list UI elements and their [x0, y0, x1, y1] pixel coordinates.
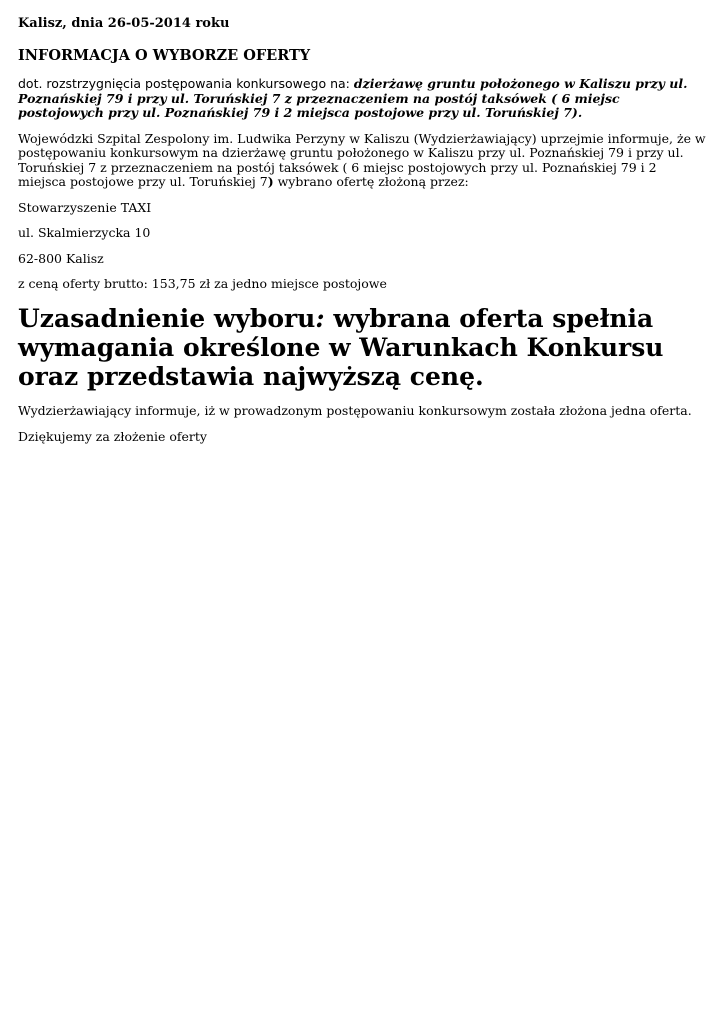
subject-topic: dzierżawę gruntu położonego w Kaliszu przy ul. Poznańskiej 79 i przy ul. Toruńskiej 7 z przeznaczeniem na postój taksówek ( 6 miejsc postojowych przy ul. Poznańskiej 79 i 2 miejsca postojowe przy ul. Toruńskiej 7). — [18, 76, 688, 120]
justification-colon: : — [315, 303, 325, 333]
body-text-part1: Wojewódzki Szpital Zespolony im. Ludwika Perzyny w Kaliszu (Wydzierżawiający) uprzejmie informuje, że w postępowaniu konkursowym na dzierżawę gruntu położonego w Kaliszu przy ul. Poznańskiej 79 i przy ul. Toruńskiej 7 z przeznaczeniem na postój taksówek ( 6 miejsc postojowych przy ul. Poznańskiej 79 i 2 miejsca postojowe przy ul. Toruńskiej 7 — [18, 130, 706, 189]
winner-city: 62-800 Kalisz — [18, 250, 104, 266]
justification-label: Uzasadnienie wyboru — [18, 303, 316, 333]
document-title: INFORMACJA O WYBORZE OFERTY — [18, 47, 311, 64]
body-paragraph — [18, 132, 708, 190]
price-line: z ceną oferty brutto: 153,75 zł za jedno miejsce postojowe — [18, 276, 387, 291]
justification-text: wybrana oferta spełnia wymagania określone w Warunkach Konkursu oraz przedstawia najwyższą cenę. — [18, 303, 664, 391]
info-paragraph: Wydzierżawiający informuje, iż w prowadzonym postępowaniu konkursowym została złożona jedna oferta. — [18, 402, 692, 418]
subject-paragraph — [18, 77, 708, 121]
document — [18, 14, 708, 445]
justification-heading — [18, 304, 708, 391]
winner-street: ul. Skalmierzycka 10 — [18, 225, 151, 240]
thanks-line: Dziękujemy za złożenie oferty — [18, 429, 207, 444]
date-line: Kalisz, dnia 26-05-2014 roku — [18, 16, 230, 31]
body-bracket: ) — [267, 174, 274, 189]
subject-lead: dot. rozstrzygnięcia postępowania konkursowego na: — [18, 76, 354, 91]
body-text-part2: wybrano ofertę złożoną przez: — [273, 174, 469, 189]
winner-name: Stowarzyszenie TAXI — [18, 199, 152, 215]
